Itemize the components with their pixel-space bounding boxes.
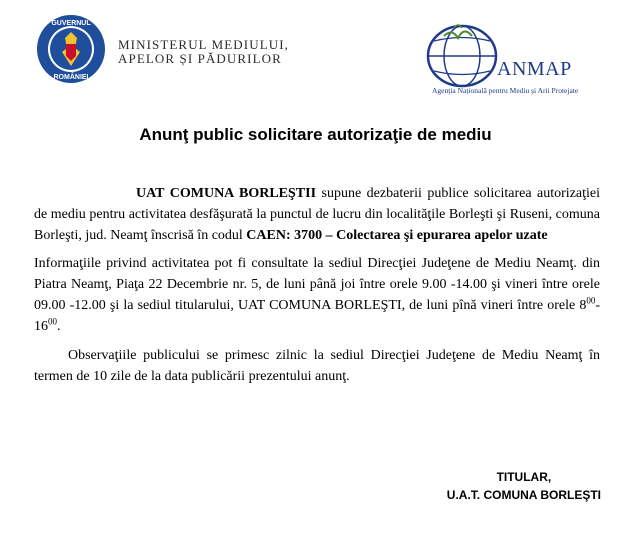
paragraph-1-text: supune dezbaterii publice solicitarea autorizaţiei de mediu pentru activitatea desfăşurată la punctul de lucru din localităţile Borleşti şi Ruseni, comuna Borleşti, jud. Neamţ înscrisă în codul: [34, 186, 601, 243]
time-superscript-end: 00: [48, 316, 57, 327]
time-dash: -16: [34, 298, 600, 334]
ministry-line-1: MINISTERUL MEDIULUI,: [118, 37, 289, 52]
paragraph-2-text: Informaţiile privind activitatea pot fi consultate la sediul Direcţiei Judeţene de Mediu Neamţ. din Piatra Neamţ, Piaţa 22 Decembrie nr. 5, de luni până joi între orele 9.00 -14.00 şi vineri între orele 09.00 -12.00 şi la sediul titularului, UAT COMUNA BORLEŞTI, de luni pînă vineri între orele 8: [34, 256, 600, 313]
ministry-name: [118, 38, 289, 66]
announcement-body: [34, 183, 600, 387]
paragraph-2-end: .: [57, 319, 61, 334]
agency-subtitle: Agenția Națională pentru Mediu și Arii Protejate: [432, 86, 579, 95]
time-superscript-start: 00: [586, 295, 596, 306]
caen-code: CAEN: 3700 – Colectarea şi epurarea apelor uzate: [246, 228, 548, 243]
ministry-line-2: APELOR ȘI PĂDURILOR: [118, 51, 282, 66]
paragraph-3: Observaţiile publicului se primesc zilnic la sediul Direcţiei Judeţene de Mediu Neamţ în termen de 10 zile de la data publicării prezentului anunţ.: [34, 348, 600, 384]
emblem-top-text: GUVERNUL: [51, 20, 91, 27]
signature-title: TITULAR,: [496, 470, 552, 484]
signature-entity: U.A.T. COMUNA BORLEŞTI: [446, 488, 601, 502]
agency-name: ANMAP: [497, 58, 572, 80]
entity-name: UAT COMUNA BORLEŞTII: [136, 186, 317, 201]
document-header: [0, 0, 631, 110]
signature-block: [447, 468, 601, 504]
emblem-bottom-text: ROMÂNIEI: [53, 74, 89, 81]
government-emblem-icon: [36, 14, 106, 84]
paragraph-2: [34, 253, 600, 337]
paragraph-1: [34, 183, 600, 246]
page-title: Anunţ public solicitare autorizaţie de mediu: [139, 125, 492, 144]
